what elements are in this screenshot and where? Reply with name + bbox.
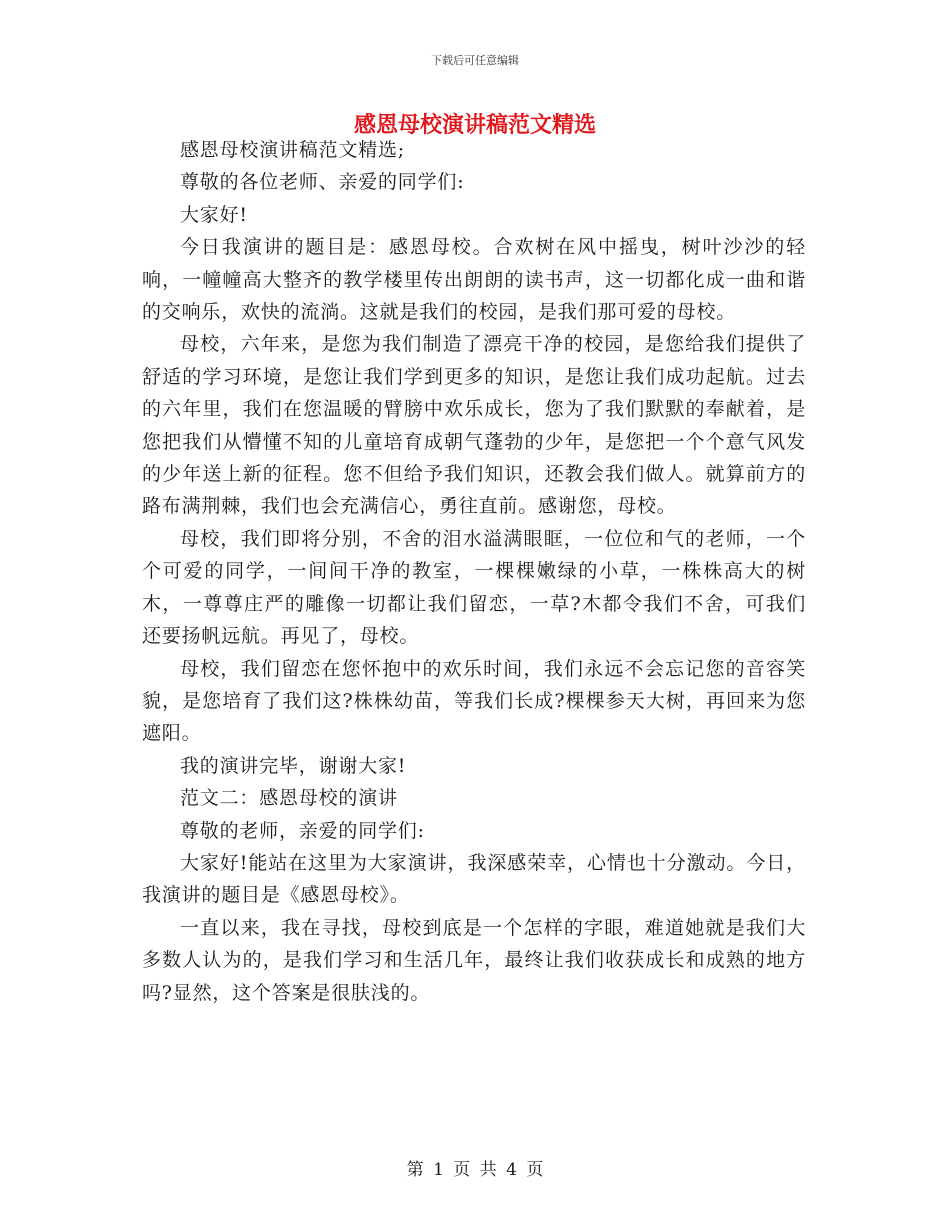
paragraph: 尊敬的老师，亲爱的同学们: (180, 819, 425, 842)
paragraph: 我的演讲完毕，谢谢大家! (180, 754, 407, 777)
paragraph: 大家好! (180, 203, 248, 226)
paragraph: 感恩母校演讲稿范文精选; (180, 139, 406, 161)
header-note: 下载后可任意编辑 (431, 54, 519, 67)
document-title: 感恩母校演讲稿范文精选 (353, 113, 596, 138)
paragraph: 大家好!能站在这里为大家演讲，我深感荣幸，心情也十分激动。今日，我演讲的题目是《感恩母校》。 (142, 851, 806, 907)
page-footer: 第 1 页 共 4 页 (406, 1160, 544, 1180)
paragraph: 母校，六年来，是您为我们制造了漂亮干净的校园，是您给我们提供了舒适的学习环境，是您让我们学到更多的知识，是您让我们成功起航。过去的六年里，我们在您温暖的臂膀中欢乐成长，您为了我们默默的奉献着，是您把我们从懵懂不知的儿童培育成朝气蓬勃的少年，是您把一个个意气风发的少年送上新的征程。您不但给予我们知识，还教会我们做人。就算前方的路布满荆棘，我们也会充满信心，勇往直前。感谢您，母校。 (142, 333, 806, 518)
paragraph: 尊敬的各位老师、亲爱的同学们: (180, 171, 465, 194)
paragraph: 母校，我们留恋在您怀抱中的欢乐时间，我们永远不会忘记您的音容笑貌，是您培育了我们这?株株幼苗，等我们长成?棵棵参天大树，再回来为您遮阳。 (142, 657, 806, 745)
paragraph: 一直以来，我在寻找，母校到底是一个怎样的字眼，难道她就是我们大多数人认为的，是我们学习和生活几年，最终让我们收获成长和成熟的地方吗?显然，这个答案是很肤浅的。 (142, 916, 806, 1004)
paragraph: 母校，我们即将分别，不舍的泪水溢满眼眶，一位位和气的老师，一个个可爱的同学，一间间干净的教室，一棵棵嫩绿的小草，一株株高大的树木，一尊尊庄严的雕像一切都让我们留恋，一草?木都令我们不舍，可我们还要扬帆远航。再见了，母校。 (142, 527, 806, 648)
document-body (142, 134, 806, 1009)
paragraph: 范文二：感恩母校的演讲 (180, 787, 398, 810)
paragraph: 今日我演讲的题目是：感恩母校。合欢树在风中摇曳，树叶沙沙的轻响，一幢幢高大整齐的教学楼里传出朗朗的读书声，这一切都化成一曲和谐的交响乐，欢快的流淌。这就是我们的校园，是我们那可爱的母校。 (142, 236, 806, 324)
